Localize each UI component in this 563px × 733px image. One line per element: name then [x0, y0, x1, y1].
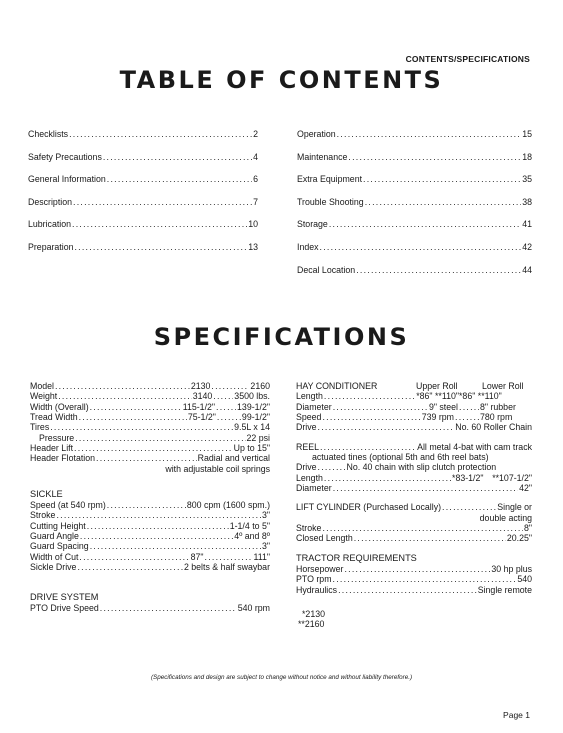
- spec-row-hay-speed: Speed . . . 739 rpm . . . 780 rpm: [296, 412, 532, 422]
- spec-row-tires: Tires . . . 9.5L x 14: [30, 422, 270, 432]
- toc-entry-title: Operation: [297, 129, 336, 139]
- toc-entry-title: Checklists: [28, 129, 69, 139]
- spec-row-reel-drive: Drive . . . No. 40 chain with slip clutch protection: [296, 462, 532, 472]
- spec-row-reel-length: Length . . . *83-1/2" **107-1/2": [296, 473, 532, 483]
- spec-right-column: [296, 381, 532, 630]
- section-sickle: SICKLE: [30, 489, 63, 500]
- toc-entry-page: 35: [522, 174, 532, 185]
- spec-row-hay-diameter: Diameter . . . 9" steel . . . 8" rubber: [296, 402, 532, 412]
- toc-entry[interactable]: [297, 129, 532, 152]
- spec-row-guard-angle: Guard Angle . . . 4º and 8º: [30, 531, 270, 541]
- toc-entry-title: Lubrication: [28, 219, 72, 230]
- toc-entry[interactable]: [28, 152, 258, 175]
- toc-entry[interactable]: [297, 197, 532, 220]
- toc-entry-page: 7: [253, 196, 258, 207]
- toc-left-column: [28, 129, 258, 265]
- spec-row-pto-rpm: PTO rpm . . . 540: [296, 574, 532, 584]
- spec-row-pto-drive-speed: PTO Drive Speed . . . 540 rpm: [30, 603, 270, 613]
- spec-row-header-flotation: Header Flotation . . . Radial and vertical: [30, 453, 270, 463]
- toc-title: TABLE OF CONTENTS: [119, 66, 444, 94]
- toc-entry-page: 38: [522, 196, 532, 207]
- toc-entry-page: 10: [248, 219, 258, 230]
- toc-entry-title: Storage: [297, 219, 328, 230]
- toc-entry[interactable]: [28, 174, 258, 197]
- toc-entry-title: Decal Location: [297, 264, 356, 275]
- spec-row-header-lift: Header Lift . . . Up to 15": [30, 443, 270, 453]
- toc-entry-title: Safety Precautions: [28, 151, 102, 162]
- toc-entry[interactable]: [28, 219, 258, 242]
- toc-entry[interactable]: [28, 129, 258, 152]
- lift-cylinder-heading-cont: double acting: [479, 512, 532, 523]
- specifications-title: SPECIFICATIONS: [153, 323, 410, 351]
- spec-row-lift-stroke: Stroke . . . 8": [296, 523, 532, 533]
- spec-row-model: Model . . . 2130 . . . 2160: [30, 381, 270, 391]
- toc-entry-page: 41: [522, 219, 532, 230]
- toc-entry-page: 15: [522, 129, 532, 139]
- spec-row-stroke: Stroke . . . 3": [30, 510, 270, 520]
- spec-row-weight: Weight . . . 3140 . . . 3500 lbs.: [30, 391, 270, 401]
- toc-entry[interactable]: [297, 265, 532, 288]
- spec-row-width-of-cut: Width of Cut . . . 87" . . . 111": [30, 552, 270, 562]
- toc-entry-title: Preparation: [28, 241, 74, 252]
- spec-row-sickle-drive: Sickle Drive . . . 2 belts & half swaybar: [30, 562, 270, 572]
- spec-row-width-overall: Width (Overall) . . . 115-1/2" . . . 139-1/2": [30, 402, 270, 412]
- toc-entry-title: Index: [297, 241, 319, 252]
- toc-entry-title: Description: [28, 196, 73, 207]
- spec-row-closed-length: Closed Length . . . 20.25": [296, 533, 532, 543]
- running-header: CONTENTS/SPECIFICATIONS: [405, 54, 530, 64]
- toc-entry-title: Trouble Shooting: [297, 196, 364, 207]
- toc-entry[interactable]: [297, 152, 532, 175]
- spec-row-sickle-speed: Speed (at 540 rpm) . . . 800 cpm (1600 spm.): [30, 500, 270, 510]
- lift-cylinder-heading: LIFT CYLINDER (Purchased Locally) . . . Single or: [296, 502, 532, 512]
- spec-row-reel-diameter: Diameter . . . 42": [296, 483, 532, 493]
- footnote-2130: *2130: [302, 608, 325, 619]
- spec-row-reel-cont: actuated tines (optional 5th and 6th reel bats): [312, 452, 489, 463]
- section-drive-system: DRIVE SYSTEM: [30, 591, 99, 602]
- toc-entry-title: Extra Equipment: [297, 174, 363, 185]
- toc-entry-page: 2: [253, 129, 258, 139]
- page-number: Page 1: [503, 710, 530, 720]
- spec-row-hay-length: Length . . . *86" **110" *86" **110": [296, 391, 532, 401]
- toc-entry-page: 13: [248, 241, 258, 252]
- hay-conditioner-heading: HAY CONDITIONER Upper Roll Lower Roll: [296, 381, 524, 391]
- toc-entry[interactable]: [297, 242, 532, 265]
- toc-entry[interactable]: [28, 197, 258, 220]
- toc-entry-title: General Information: [28, 174, 106, 185]
- spec-row-tread-width: Tread Width . . . 75-1/2" . . . 99-1/2": [30, 412, 270, 422]
- spec-row-reel: REEL . . . All metal 4-bat with cam track: [296, 442, 532, 452]
- section-tractor-requirements: TRACTOR REQUIREMENTS: [296, 552, 417, 563]
- toc-entry-page: 42: [522, 241, 532, 252]
- spec-row-pressure: Pressure . . . 22 psi: [30, 433, 270, 443]
- toc-right-column: [297, 129, 532, 287]
- disclaimer-note: (Specifications and design are subject to change without notice and without liability therefore.): [150, 674, 413, 681]
- toc-entry-page: 6: [253, 174, 258, 185]
- toc-entry[interactable]: [297, 219, 532, 242]
- spec-left-column: [30, 381, 270, 613]
- toc-entry-page: 18: [522, 151, 532, 162]
- toc-entry-page: 4: [253, 151, 258, 162]
- toc-entry[interactable]: [28, 242, 258, 265]
- spec-row-horsepower: Horsepower . . . 30 hp plus: [296, 564, 532, 574]
- spec-row-hay-drive: Drive . . . No. 60 Roller Chain: [296, 422, 532, 432]
- spec-row-guard-spacing: Guard Spacing . . . 3": [30, 541, 270, 551]
- toc-entry[interactable]: [297, 174, 532, 197]
- toc-entry-title: Maintenance: [297, 151, 348, 162]
- spec-row-cutting-height: Cutting Height . . . 1-1/4 to 5": [30, 521, 270, 531]
- toc-entry-page: 44: [522, 264, 532, 275]
- spec-row-header-flotation-cont: with adjustable coil springs: [165, 463, 270, 474]
- spec-row-hydraulics: Hydraulics . . . Single remote: [296, 585, 532, 595]
- footnote-2160: **2160: [298, 619, 325, 630]
